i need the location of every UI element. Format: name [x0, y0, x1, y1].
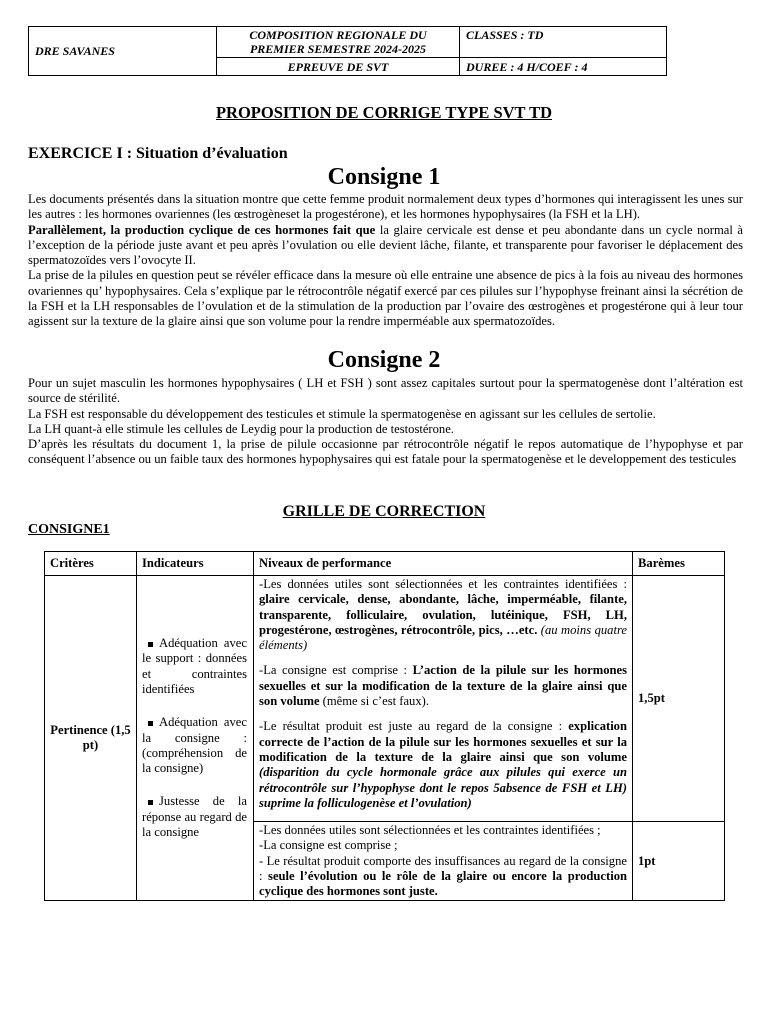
- indicator-3: Justesse de la réponse au regard de la consigne: [142, 794, 247, 840]
- composition-title: [217, 27, 460, 58]
- performance-level-1: [254, 576, 633, 822]
- exercise-heading: EXERCICE I : Situation d’évaluation: [28, 145, 288, 162]
- consigne1-label: CONSIGNE1: [28, 522, 110, 537]
- header-criteres: Critères: [45, 552, 137, 576]
- indicators-cell: [137, 576, 254, 901]
- consigne2-p3: La LH quant-à elle stimule les cellules de Leydig pour la production de testostérone.: [28, 421, 454, 436]
- consigne1-p2: [28, 223, 743, 269]
- consigne1-p2-bold: Parallèlement, la production cyclique de ces hormones fait que: [28, 222, 376, 237]
- level2-data: -Les données utiles sont sélectionnées et les contraintes identifiées ;: [259, 823, 601, 837]
- header-table: [28, 26, 667, 76]
- consigne2-p4: D’après les résultats du document 1, la prise de pilule occasionne par rétrocontrôle négatif le repos automatique de l’hypophyse et par conséquent l’absence ou un faible taux des hormones hypophysaires qui est fatale pour la spermatogenèse et le developpement des testicules: [28, 437, 743, 467]
- bullet-square-icon: [148, 721, 153, 726]
- bareme-2: 1pt: [633, 822, 725, 901]
- consigne2-p2: La FSH est responsable du développement des testicules et stimule la spermatogenèse en agissant sur les cellules de sertolie.: [28, 406, 656, 421]
- consigne2-text: [28, 376, 743, 468]
- consigne1-text: [28, 192, 743, 330]
- indicator-2: Adéquation avec la consigne : (compréhension de la consigne): [142, 715, 247, 776]
- performance-level-2: [254, 822, 633, 901]
- consigne2-p1: Pour un sujet masculin les hormones hypophysaires ( LH et FSH ) sont assez capitales surtout pour la spermatogenèse dont l’altération est source de stérilité.: [28, 376, 743, 406]
- bullet-square-icon: [148, 642, 153, 647]
- epreuve: EPREUVE DE SVT: [217, 58, 460, 76]
- consigne1-p3: La prise de la pilules en question peut se révéler efficace dans la mesure où elle entraine une absence de pics à la fois au niveau des hormones ovariennes qu’ hypophysaires. Cela s’explique par le rétrocontrôle négatif exercé par ces pilules sur l’hypophyse freinant ainsi la sécrétion de la FSH et la LH responsables de l’ovulation et de la stimulation de la production par l’ovaire des œstrogènes et progestérone qui à leur tour agissent sur la texture de la glaire ainsi que son volume pour la rendre imperméable aux spermatozoïdes.: [28, 268, 743, 329]
- classes: CLASSES : TD: [460, 27, 667, 58]
- level2-result: - Le résultat produit comporte des insuffisances au regard de la consigne : seule l’évolution ou le rôle de la glaire ou encore la production cyclique des hormones sont juste.: [259, 853, 627, 899]
- duree: DUREE : 4 H/COEF : 4: [460, 58, 667, 76]
- institution: DRE SAVANES: [29, 27, 217, 76]
- criterion-cell: Pertinence (1,5 pt): [45, 576, 137, 901]
- composition-line1: COMPOSITION REGIONALE DU: [249, 28, 427, 42]
- level1-data: -Les données utiles sont sélectionnées et les contraintes identifiées : glaire cervicale, dense, abondante, lâche, imperméable, filante, transparente, folliculaire, ovulation, lutéinique, FSH, LH, progestérone, œstrogènes, rétrocontrôle, pics, …etc. (au moins quatre éléments): [259, 577, 628, 653]
- level1-result: -Le résultat produit est juste au regard de la consigne : explication correcte de l’action de la pilule sur les hormones sexuelles et sur la modification de la texture de la glaire ainsi que son volume (disparition du cycle hormonale grâce aux pilules qui exerce un rétrocontrôle sur l’hypophyse dont le repos 5absence de FSH et LH) suprime la folliculogenèse et l’ovulation): [259, 719, 627, 810]
- grille-title: GRILLE DE CORRECTION: [282, 503, 486, 520]
- consigne1-p1: Les documents présentés dans la situation montre que cette femme produit normalement deux types d’hormones qui interagissent les unes sur les autres : les hormones ovariennes (les œstrogèneset la progestérone), et les hormones hypophysaires (la FSH et la LH).: [28, 192, 743, 222]
- header-indicateurs: Indicateurs: [137, 552, 254, 576]
- consigne1-heading: Consigne 1: [327, 164, 441, 190]
- correction-grid: [44, 551, 725, 901]
- page-title: PROPOSITION DE CORRIGE TYPE SVT TD: [215, 103, 553, 122]
- header-baremes: Barèmes: [633, 552, 725, 576]
- header-niveaux: Niveaux de performance: [254, 552, 633, 576]
- level2-consigne: -La consigne est comprise ;: [259, 838, 398, 853]
- consigne2-heading: Consigne 2: [327, 347, 441, 373]
- level1-consigne: -La consigne est comprise : L’action de la pilule sur les hormones sexuelles et sur la modification de la texture de la glaire ainsi que son volume (même si c’est faux).: [259, 663, 627, 709]
- composition-line2: PREMIER SEMESTRE 2024-2025: [249, 42, 427, 56]
- bullet-square-icon: [148, 800, 153, 805]
- bareme-1: 1,5pt: [633, 576, 725, 822]
- consigne1-p2-rest: la glaire cervicale est dense et peu abondante dans un cycle normal à l’exception de la période juste avant et peu après l’ovulation ou elle devient lâche, filante, et transparente pour favoriser le déplacement des spermatozoïdes vers l’ovocyte II.: [28, 222, 743, 268]
- indicator-1: Adéquation avec le support : données et contraintes identifiées: [142, 636, 247, 696]
